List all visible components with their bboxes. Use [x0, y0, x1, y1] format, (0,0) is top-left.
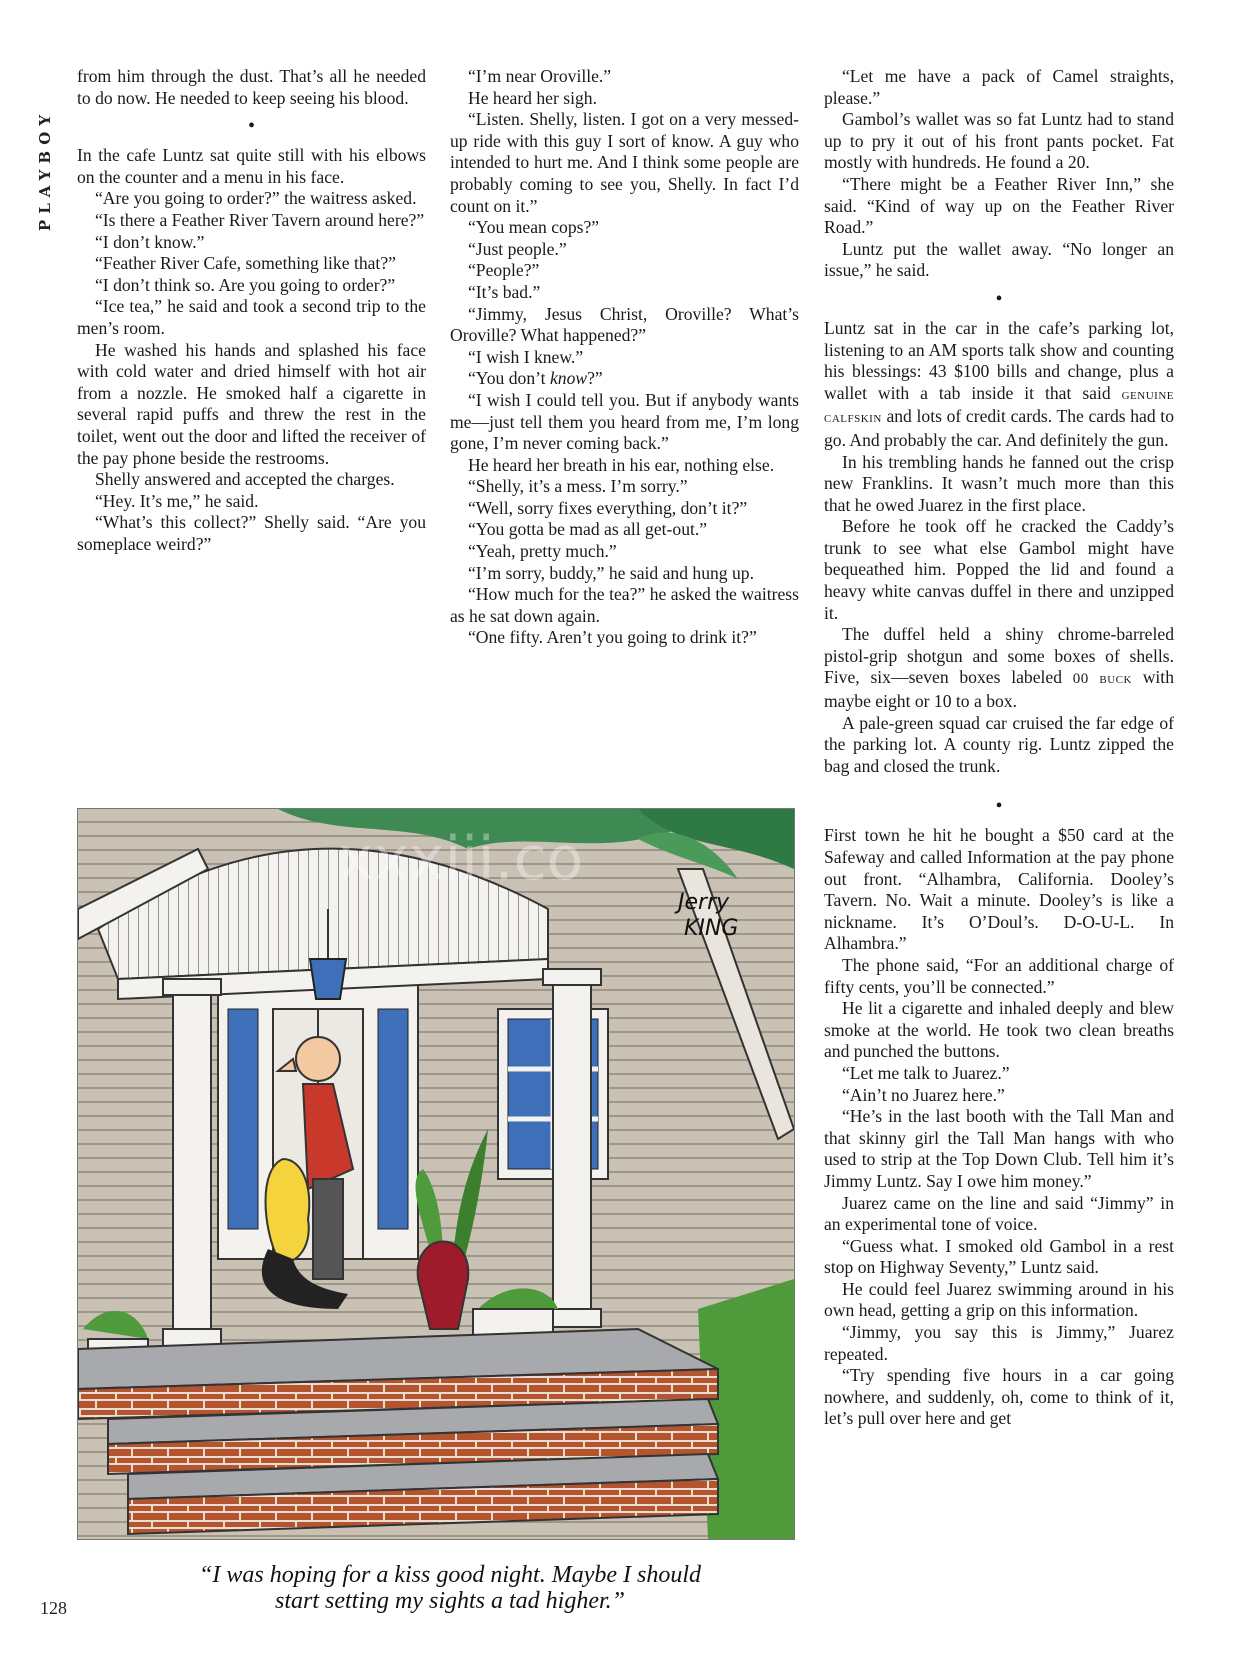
cartoon-drawing — [78, 809, 794, 1539]
section-bullet: • — [247, 115, 255, 138]
paragraph: A pale-green squad car cruised the far edge of the parking lot. A county rig. Luntz zipped the bag and closed the trunk. — [824, 712, 1174, 776]
spacer — [824, 777, 1174, 789]
paragraph — [824, 624, 1174, 712]
text-run: and lots of credit cards. The cards had to go. And probably the car. And definitely the gun. — [824, 406, 1174, 450]
paragraph: “Is there a Feather River Tavern around here?” — [95, 209, 425, 230]
magazine-name-vertical: PLAYBOY — [36, 108, 54, 232]
cartoon-caption — [140, 1562, 760, 1614]
paragraph: “He’s in the last booth with the Tall Man and that skinny girl the Tall Man hangs with who used to strip at the Top Down Club. Tell him it’s Jimmy Luntz. Say I owe him money.” — [824, 1106, 1174, 1191]
section-bullet: • — [995, 287, 1003, 310]
paragraph: “You gotta be mad as all get-out.” — [468, 519, 708, 540]
paragraph: “Shelly, it’s a mess. I’m sorry.” — [468, 476, 688, 497]
paragraph: “I’m near Oroville.” — [468, 66, 612, 86]
cartoon-illustration — [77, 808, 795, 1540]
paragraph: In the cafe Luntz sat quite still with his elbows on the counter and a menu in his face. — [77, 145, 426, 187]
paragraph: “Jimmy, you say this is Jimmy,” Juarez repeated. — [824, 1322, 1174, 1364]
text-run: The duffel held a shiny chrome-barreled pistol-grip shotgun and some boxes of shells. Five, six—seven boxes labeled — [824, 624, 1174, 688]
paragraph: “Try spending five hours in a car going nowhere, and suddenly, oh, come to think of it, let’s pull over here and get — [824, 1365, 1174, 1429]
paragraph: He could feel Juarez swimming around in his own head, getting a grip on this information. — [824, 1278, 1174, 1321]
text-run: “You don’t — [468, 368, 550, 389]
paragraph: “Feather River Cafe, something like that?” — [95, 253, 396, 274]
paragraph: “I wish I knew.” — [468, 346, 584, 367]
emphasis: know — [549, 368, 588, 389]
paragraph: Shelly answered and accepted the charges. — [95, 469, 395, 490]
page-number: 128 — [40, 1598, 67, 1618]
paragraph: “I don’t know.” — [95, 231, 205, 252]
paragraph: “Are you going to order?” the waitress asked. — [95, 188, 417, 209]
paragraph: “You mean cops?” — [468, 217, 600, 238]
watermark-text: xxxiii.co — [338, 824, 584, 894]
small-caps-text: genuine calfskin — [824, 386, 1174, 427]
text-run: with maybe eight or 10 to a box. — [824, 667, 1174, 712]
paragraph: He heard her sigh. — [468, 87, 597, 108]
paragraph: “Yeah, pretty much.” — [468, 541, 617, 562]
paragraph: “Let me have a pack of Camel straights, please.” — [824, 66, 1174, 108]
article-column-1 — [77, 66, 426, 555]
paragraph: from him through the dust. That’s all he needed to do now. He needed to keep seeing his blood. — [77, 66, 426, 108]
paragraph: “Just people.” — [468, 238, 567, 259]
paragraph: The phone said, “For an additional charge of fifty cents, you’ll be connected.” — [824, 954, 1174, 997]
article-column-2 — [450, 66, 799, 649]
paragraph: “Well, sorry fixes everything, don’t it?” — [468, 497, 748, 518]
paragraph: First town he hit he bought a $50 card at the Safeway and called Information at the pay phone out front. “Alhambra, California. Dooley’s Tavern. No. Wait a minute. Dooley’s is like a nickname. It’s O’Doul’s. D-O-U-L. In Alhambra.” — [824, 825, 1174, 954]
article-column-3 — [824, 66, 1174, 1430]
cartoonist-signature-line1: Jerry — [678, 890, 730, 915]
paragraph: “There might be a Feather River Inn,” she said. “Kind of way up on the Feather River Road.” — [824, 173, 1174, 238]
paragraph: “What’s this collect?” Shelly said. “Are you someplace weird?” — [77, 512, 426, 554]
paragraph: Juarez came on the line and said “Jimmy” in an experimental tone of voice. — [824, 1192, 1174, 1235]
paragraph: “Let me talk to Juarez.” — [842, 1062, 1010, 1083]
paragraph: “Hey. It’s me,” he said. — [95, 490, 259, 511]
paragraph: “Jimmy, Jesus Christ, Oroville? What’s Oroville? What happened?” — [450, 303, 799, 346]
caption-line: start setting my sights a tad higher.” — [274, 1588, 626, 1614]
paragraph: “Ain’t no Juarez here.” — [842, 1084, 1005, 1105]
caption-line: “I was hoping for a kiss good night. Maybe I should — [199, 1562, 701, 1588]
paragraph: Before he took off he cracked the Caddy’s trunk to see what else Gambol might have bequeathed him. Popped the lid and found a heavy white canvas duffel in there and unzipped it. — [824, 516, 1174, 623]
section-bullet: • — [995, 795, 1003, 818]
text-run: ?” — [587, 368, 603, 389]
paragraph: In his trembling hands he fanned out the crisp new Franklins. It wasn’t much more than this that he owed Juarez in the first place. — [824, 451, 1174, 515]
paragraph: “Ice tea,” he said and took a second trip to the men’s room. — [77, 296, 426, 338]
paragraph — [824, 318, 1174, 452]
paragraph: “It’s bad.” — [468, 281, 541, 302]
paragraph: He heard her breath in his ear, nothing else. — [468, 454, 775, 475]
small-caps-text: 00 buck — [1072, 671, 1132, 688]
paragraph: Gambol’s wallet was so fat Luntz had to stand up to pry it out of his front pants pocket. Fat mostly with hundreds. He found a 20. — [824, 109, 1174, 173]
cartoonist-signature-line2: KING — [684, 916, 739, 941]
paragraph: He washed his hands and splashed his face with cold water and dried himself with hot air from a nozzle. He smoked half a cigarette in several rapid puffs and threw the rest in the toilet, went out the door and lifted the receiver of the pay phone beside the restrooms. — [77, 339, 426, 468]
paragraph: “I don’t think so. Are you going to order?” — [95, 274, 396, 295]
paragraph: “Listen. Shelly, listen. I got on a very messed-up ride with this guy I sort of know. A guy who intended to hurt me. And I think some people are probably coming to see you, Shelly. In fact I’d count on it.” — [450, 109, 799, 216]
paragraph: “One fifty. Aren’t you going to drink it?” — [468, 627, 757, 648]
paragraph: Luntz put the wallet away. “No longer an issue,” he said. — [824, 238, 1174, 281]
paragraph: “Guess what. I smoked old Gambol in a rest stop on Highway Seventy,” Luntz said. — [824, 1235, 1174, 1278]
paragraph: He lit a cigarette and inhaled deeply and blew smoke at the world. He took two clean breaths and punched the buttons. — [824, 998, 1174, 1062]
paragraph: “I’m sorry, buddy,” he said and hung up. — [468, 562, 754, 583]
paragraph: “People?” — [468, 260, 540, 281]
paragraph: “I wish I could tell you. But if anybody wants me—just tell them you heard from me, I’m long gone, I’m never coming back.” — [450, 389, 799, 454]
paragraph: “How much for the tea?” he asked the waitress as he sat down again. — [450, 584, 799, 626]
text-run: Luntz sat in the car in the cafe’s parking lot, listening to an AM sports talk show and counting his blessings: 43 $100 bills and change, plus a wallet with a tab inside it that said — [824, 317, 1174, 403]
paragraph — [450, 368, 799, 390]
